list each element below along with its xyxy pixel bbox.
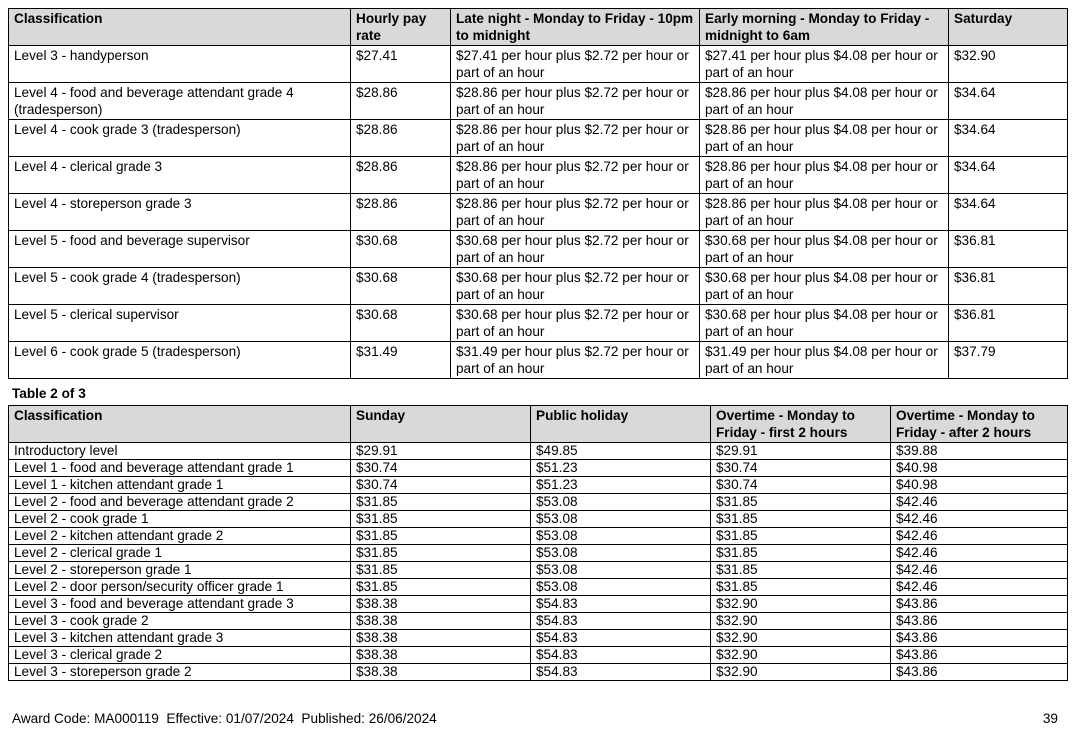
table-row xyxy=(9,494,1068,511)
rate-cell: $37.79 xyxy=(949,342,1068,379)
rate-cell: $31.49 xyxy=(351,342,451,379)
table-row xyxy=(9,579,1068,596)
table-row xyxy=(9,46,1068,83)
rate-cell: $28.86 xyxy=(351,157,451,194)
rate-cell: $54.83 xyxy=(531,613,711,630)
header-row xyxy=(9,406,1068,443)
rate-cell: $54.83 xyxy=(531,664,711,681)
rate-cell: $31.85 xyxy=(351,494,531,511)
table-row xyxy=(9,562,1068,579)
rate-cell: $54.83 xyxy=(531,596,711,613)
rate-cell: $49.85 xyxy=(531,443,711,460)
page-number: 39 xyxy=(1042,711,1058,726)
table-row xyxy=(9,647,1068,664)
rate-cell: $31.85 xyxy=(711,562,891,579)
rate-cell: $30.68 per hour plus $4.08 per hour or part of an hour xyxy=(700,268,949,305)
rate-cell: $28.86 per hour plus $2.72 per hour or part of an hour xyxy=(451,157,700,194)
rate-cell: $31.85 xyxy=(351,545,531,562)
header-cell: Hourly pay rate xyxy=(351,9,451,46)
rate-cell: $32.90 xyxy=(711,630,891,647)
table-row xyxy=(9,545,1068,562)
rate-cell: $30.74 xyxy=(351,460,531,477)
table-row xyxy=(9,231,1068,268)
rate-cell: $29.91 xyxy=(711,443,891,460)
classification-cell: Level 1 - food and beverage attendant grade 1 xyxy=(9,460,351,477)
rate-cell: $36.81 xyxy=(949,305,1068,342)
rate-cell: $40.98 xyxy=(891,460,1068,477)
rate-cell: $40.98 xyxy=(891,477,1068,494)
classification-cell: Level 2 - door person/security officer grade 1 xyxy=(9,579,351,596)
table-row xyxy=(9,528,1068,545)
rate-cell: $53.08 xyxy=(531,579,711,596)
rate-cell: $31.85 xyxy=(711,528,891,545)
rate-cell: $53.08 xyxy=(531,494,711,511)
rate-cell: $53.08 xyxy=(531,545,711,562)
classification-cell: Introductory level xyxy=(9,443,351,460)
rate-cell: $28.86 xyxy=(351,194,451,231)
rate-cell: $30.68 per hour plus $4.08 per hour or part of an hour xyxy=(700,231,949,268)
rate-cell: $36.81 xyxy=(949,231,1068,268)
rate-cell: $34.64 xyxy=(949,120,1068,157)
header-cell: Overtime - Monday to Friday - after 2 hours xyxy=(891,406,1068,443)
rate-cell: $32.90 xyxy=(711,613,891,630)
rate-cell: $32.90 xyxy=(949,46,1068,83)
classification-cell: Level 2 - clerical grade 1 xyxy=(9,545,351,562)
rate-cell: $31.49 per hour plus $4.08 per hour or part of an hour xyxy=(700,342,949,379)
rate-cell: $31.85 xyxy=(711,511,891,528)
rate-cell: $32.90 xyxy=(711,596,891,613)
page-footer xyxy=(12,711,1062,726)
header-cell: Classification xyxy=(9,9,351,46)
classification-cell: Level 3 - cook grade 2 xyxy=(9,613,351,630)
rate-cell: $38.38 xyxy=(351,596,531,613)
rate-cell: $28.86 per hour plus $2.72 per hour or part of an hour xyxy=(451,83,700,120)
rate-cell: $30.74 xyxy=(351,477,531,494)
table-row xyxy=(9,120,1068,157)
rate-cell: $30.68 xyxy=(351,305,451,342)
classification-cell: Level 1 - kitchen attendant grade 1 xyxy=(9,477,351,494)
rate-cell: $42.46 xyxy=(891,528,1068,545)
classification-cell: Level 5 - cook grade 4 (tradesperson) xyxy=(9,268,351,305)
rate-cell: $43.86 xyxy=(891,596,1068,613)
rate-cell: $28.86 xyxy=(351,120,451,157)
table-row xyxy=(9,477,1068,494)
rate-cell: $28.86 per hour plus $4.08 per hour or part of an hour xyxy=(700,157,949,194)
rate-cell: $30.68 per hour plus $2.72 per hour or part of an hour xyxy=(451,231,700,268)
rate-cell: $53.08 xyxy=(531,562,711,579)
rate-cell: $28.86 per hour plus $4.08 per hour or part of an hour xyxy=(700,120,949,157)
rate-cell: $38.38 xyxy=(351,630,531,647)
rate-cell: $28.86 per hour plus $4.08 per hour or part of an hour xyxy=(700,83,949,120)
rate-cell: $27.41 xyxy=(351,46,451,83)
rate-cell: $30.68 per hour plus $2.72 per hour or part of an hour xyxy=(451,305,700,342)
rate-cell: $43.86 xyxy=(891,664,1068,681)
rate-cell: $34.64 xyxy=(949,157,1068,194)
award-info: Award Code: MA000119 Effective: 01/07/2024 Published: 26/06/2024 xyxy=(12,711,437,726)
rate-cell: $38.38 xyxy=(351,613,531,630)
rate-cell: $27.41 per hour plus $2.72 per hour or part of an hour xyxy=(451,46,700,83)
header-cell: Public holiday xyxy=(531,406,711,443)
classification-cell: Level 3 - food and beverage attendant grade 3 xyxy=(9,596,351,613)
rate-cell: $53.08 xyxy=(531,528,711,545)
header-cell: Sunday xyxy=(351,406,531,443)
table-row xyxy=(9,342,1068,379)
table-row xyxy=(9,83,1068,120)
table-row xyxy=(9,511,1068,528)
rate-cell: $30.68 xyxy=(351,231,451,268)
rate-cell: $53.08 xyxy=(531,511,711,528)
pay-rates-table-1 xyxy=(8,8,1068,379)
header-cell: Early morning - Monday to Friday - midnight to 6am xyxy=(700,9,949,46)
classification-cell: Level 4 - storeperson grade 3 xyxy=(9,194,351,231)
rate-cell: $42.46 xyxy=(891,511,1068,528)
rate-cell: $31.85 xyxy=(711,579,891,596)
rate-cell: $34.64 xyxy=(949,194,1068,231)
header-cell: Classification xyxy=(9,406,351,443)
rate-cell: $42.46 xyxy=(891,545,1068,562)
rate-cell: $29.91 xyxy=(351,443,531,460)
rate-cell: $42.46 xyxy=(891,579,1068,596)
classification-cell: Level 3 - kitchen attendant grade 3 xyxy=(9,630,351,647)
rate-cell: $31.85 xyxy=(351,528,531,545)
rate-cell: $31.85 xyxy=(351,579,531,596)
header-cell: Late night - Monday to Friday - 10pm to midnight xyxy=(451,9,700,46)
table-row xyxy=(9,157,1068,194)
table-row xyxy=(9,613,1068,630)
rate-cell: $43.86 xyxy=(891,630,1068,647)
rate-cell: $30.68 per hour plus $2.72 per hour or part of an hour xyxy=(451,268,700,305)
rate-cell: $54.83 xyxy=(531,647,711,664)
classification-cell: Level 3 - handyperson xyxy=(9,46,351,83)
rate-cell: $42.46 xyxy=(891,494,1068,511)
classification-cell: Level 3 - storeperson grade 2 xyxy=(9,664,351,681)
table-1-body xyxy=(9,46,1068,379)
rate-cell: $38.38 xyxy=(351,664,531,681)
rate-cell: $36.81 xyxy=(949,268,1068,305)
table-row xyxy=(9,664,1068,681)
table-2-caption: Table 2 of 3 xyxy=(12,386,86,401)
rate-cell: $30.74 xyxy=(711,477,891,494)
classification-cell: Level 4 - clerical grade 3 xyxy=(9,157,351,194)
header-cell: Saturday xyxy=(949,9,1068,46)
classification-cell: Level 2 - storeperson grade 1 xyxy=(9,562,351,579)
rate-cell: $28.86 per hour plus $2.72 per hour or part of an hour xyxy=(451,194,700,231)
rate-cell: $43.86 xyxy=(891,647,1068,664)
rate-cell: $31.85 xyxy=(711,545,891,562)
rate-cell: $32.90 xyxy=(711,664,891,681)
table-row xyxy=(9,443,1068,460)
header-row xyxy=(9,9,1068,46)
table-2-header xyxy=(9,406,1068,443)
rate-cell: $51.23 xyxy=(531,477,711,494)
rate-cell: $30.68 per hour plus $4.08 per hour or part of an hour xyxy=(700,305,949,342)
header-cell: Overtime - Monday to Friday - first 2 hours xyxy=(711,406,891,443)
table-2-body xyxy=(9,443,1068,681)
rate-cell: $42.46 xyxy=(891,562,1068,579)
rate-cell: $27.41 per hour plus $4.08 per hour or part of an hour xyxy=(700,46,949,83)
rate-cell: $31.49 per hour plus $2.72 per hour or part of an hour xyxy=(451,342,700,379)
table-row xyxy=(9,268,1068,305)
classification-cell: Level 2 - food and beverage attendant grade 2 xyxy=(9,494,351,511)
rate-cell: $38.38 xyxy=(351,647,531,664)
rate-cell: $31.85 xyxy=(351,562,531,579)
table-row xyxy=(9,305,1068,342)
rate-cell: $28.86 per hour plus $4.08 per hour or part of an hour xyxy=(700,194,949,231)
classification-cell: Level 2 - cook grade 1 xyxy=(9,511,351,528)
table-row xyxy=(9,630,1068,647)
rate-cell: $28.86 xyxy=(351,83,451,120)
classification-cell: Level 3 - clerical grade 2 xyxy=(9,647,351,664)
classification-cell: Level 2 - kitchen attendant grade 2 xyxy=(9,528,351,545)
table-row xyxy=(9,194,1068,231)
classification-cell: Level 4 - food and beverage attendant grade 4 (tradesperson) xyxy=(9,83,351,120)
rate-cell: $43.86 xyxy=(891,613,1068,630)
pay-rates-table-2 xyxy=(8,405,1068,681)
classification-cell: Level 4 - cook grade 3 (tradesperson) xyxy=(9,120,351,157)
rate-cell: $32.90 xyxy=(711,647,891,664)
rate-cell: $31.85 xyxy=(351,511,531,528)
rate-cell: $30.68 xyxy=(351,268,451,305)
rate-cell: $30.74 xyxy=(711,460,891,477)
table-row xyxy=(9,460,1068,477)
rate-cell: $28.86 per hour plus $2.72 per hour or part of an hour xyxy=(451,120,700,157)
rate-cell: $54.83 xyxy=(531,630,711,647)
classification-cell: Level 5 - clerical supervisor xyxy=(9,305,351,342)
table-row xyxy=(9,596,1068,613)
classification-cell: Level 6 - cook grade 5 (tradesperson) xyxy=(9,342,351,379)
classification-cell: Level 5 - food and beverage supervisor xyxy=(9,231,351,268)
rate-cell: $51.23 xyxy=(531,460,711,477)
rate-cell: $39.88 xyxy=(891,443,1068,460)
rate-cell: $34.64 xyxy=(949,83,1068,120)
rate-cell: $31.85 xyxy=(711,494,891,511)
table-1-header xyxy=(9,9,1068,46)
